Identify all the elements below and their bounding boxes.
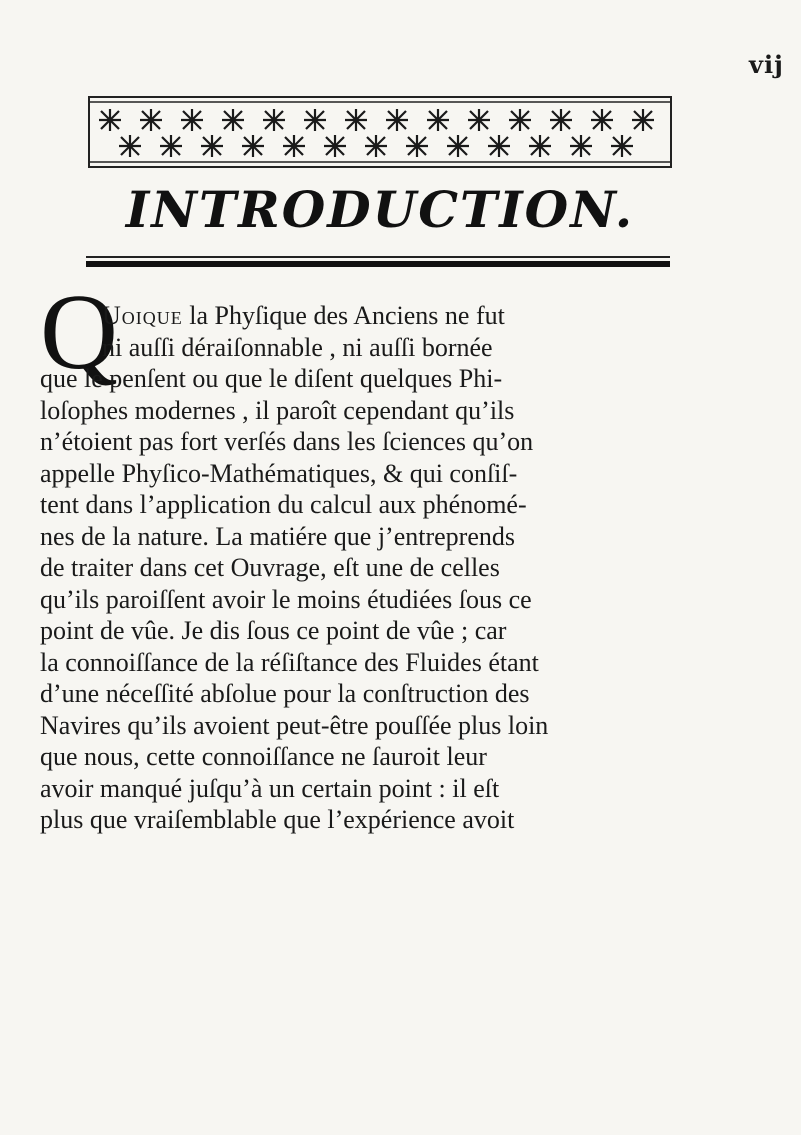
text-line: qu’ils paroiſſent avoir le moins étudiées ſous ce — [40, 584, 532, 614]
text-line-1 — [40, 300, 800, 332]
text-line: Navires qu’ils avoient peut-être pouſſée plus loin — [40, 710, 549, 740]
section-title: INTRODUCTION. — [125, 180, 635, 239]
text-line: la connoiſſance de la réſiſtance des Fluides étant — [40, 647, 539, 677]
text-line: point de vûe. Je dis ſous ce point de vûe ; car — [40, 616, 507, 645]
text-line: ni auſſi déraiſonnable , ni auſſi bornée — [102, 332, 493, 362]
line-text: la Phyſique des Anciens ne fut — [182, 301, 505, 330]
title-rule — [86, 256, 670, 267]
text-line: d’une néceſſité abſolue pour la conſtruction des — [40, 679, 530, 708]
text-line: tent dans l’application du calcul aux phénomé- — [40, 490, 527, 519]
smallcaps-word: Uoique — [102, 301, 183, 330]
text-line: de traiter dans cet Ouvrage, eſt une de celles — [40, 553, 500, 582]
text-line: appelle Phyſico-Mathématiques, & qui conſiſ- — [40, 458, 518, 488]
body-text — [40, 300, 800, 836]
text-line: plus que vraiſemblable que l’expérience avoit — [40, 805, 515, 834]
text-line: loſophes modernes , il paroît cependant qu’ils — [40, 395, 515, 425]
page-number: vij — [749, 50, 784, 79]
text-line: nes de la nature. La matiére que j’entreprends — [40, 521, 515, 551]
text-line: que nous, cette connoiſſance ne ſauroit leur — [40, 742, 487, 771]
text-line: avoir manqué juſqu’à un certain point : il eſt — [40, 773, 500, 803]
text-line: que le penſent ou que le diſent quelques Phi- — [40, 364, 503, 393]
text-line: n’étoient pas fort verſés dans les ſciences qu’on — [40, 427, 534, 456]
drop-cap: Q — [40, 273, 118, 392]
decorative-headpiece — [88, 96, 672, 168]
